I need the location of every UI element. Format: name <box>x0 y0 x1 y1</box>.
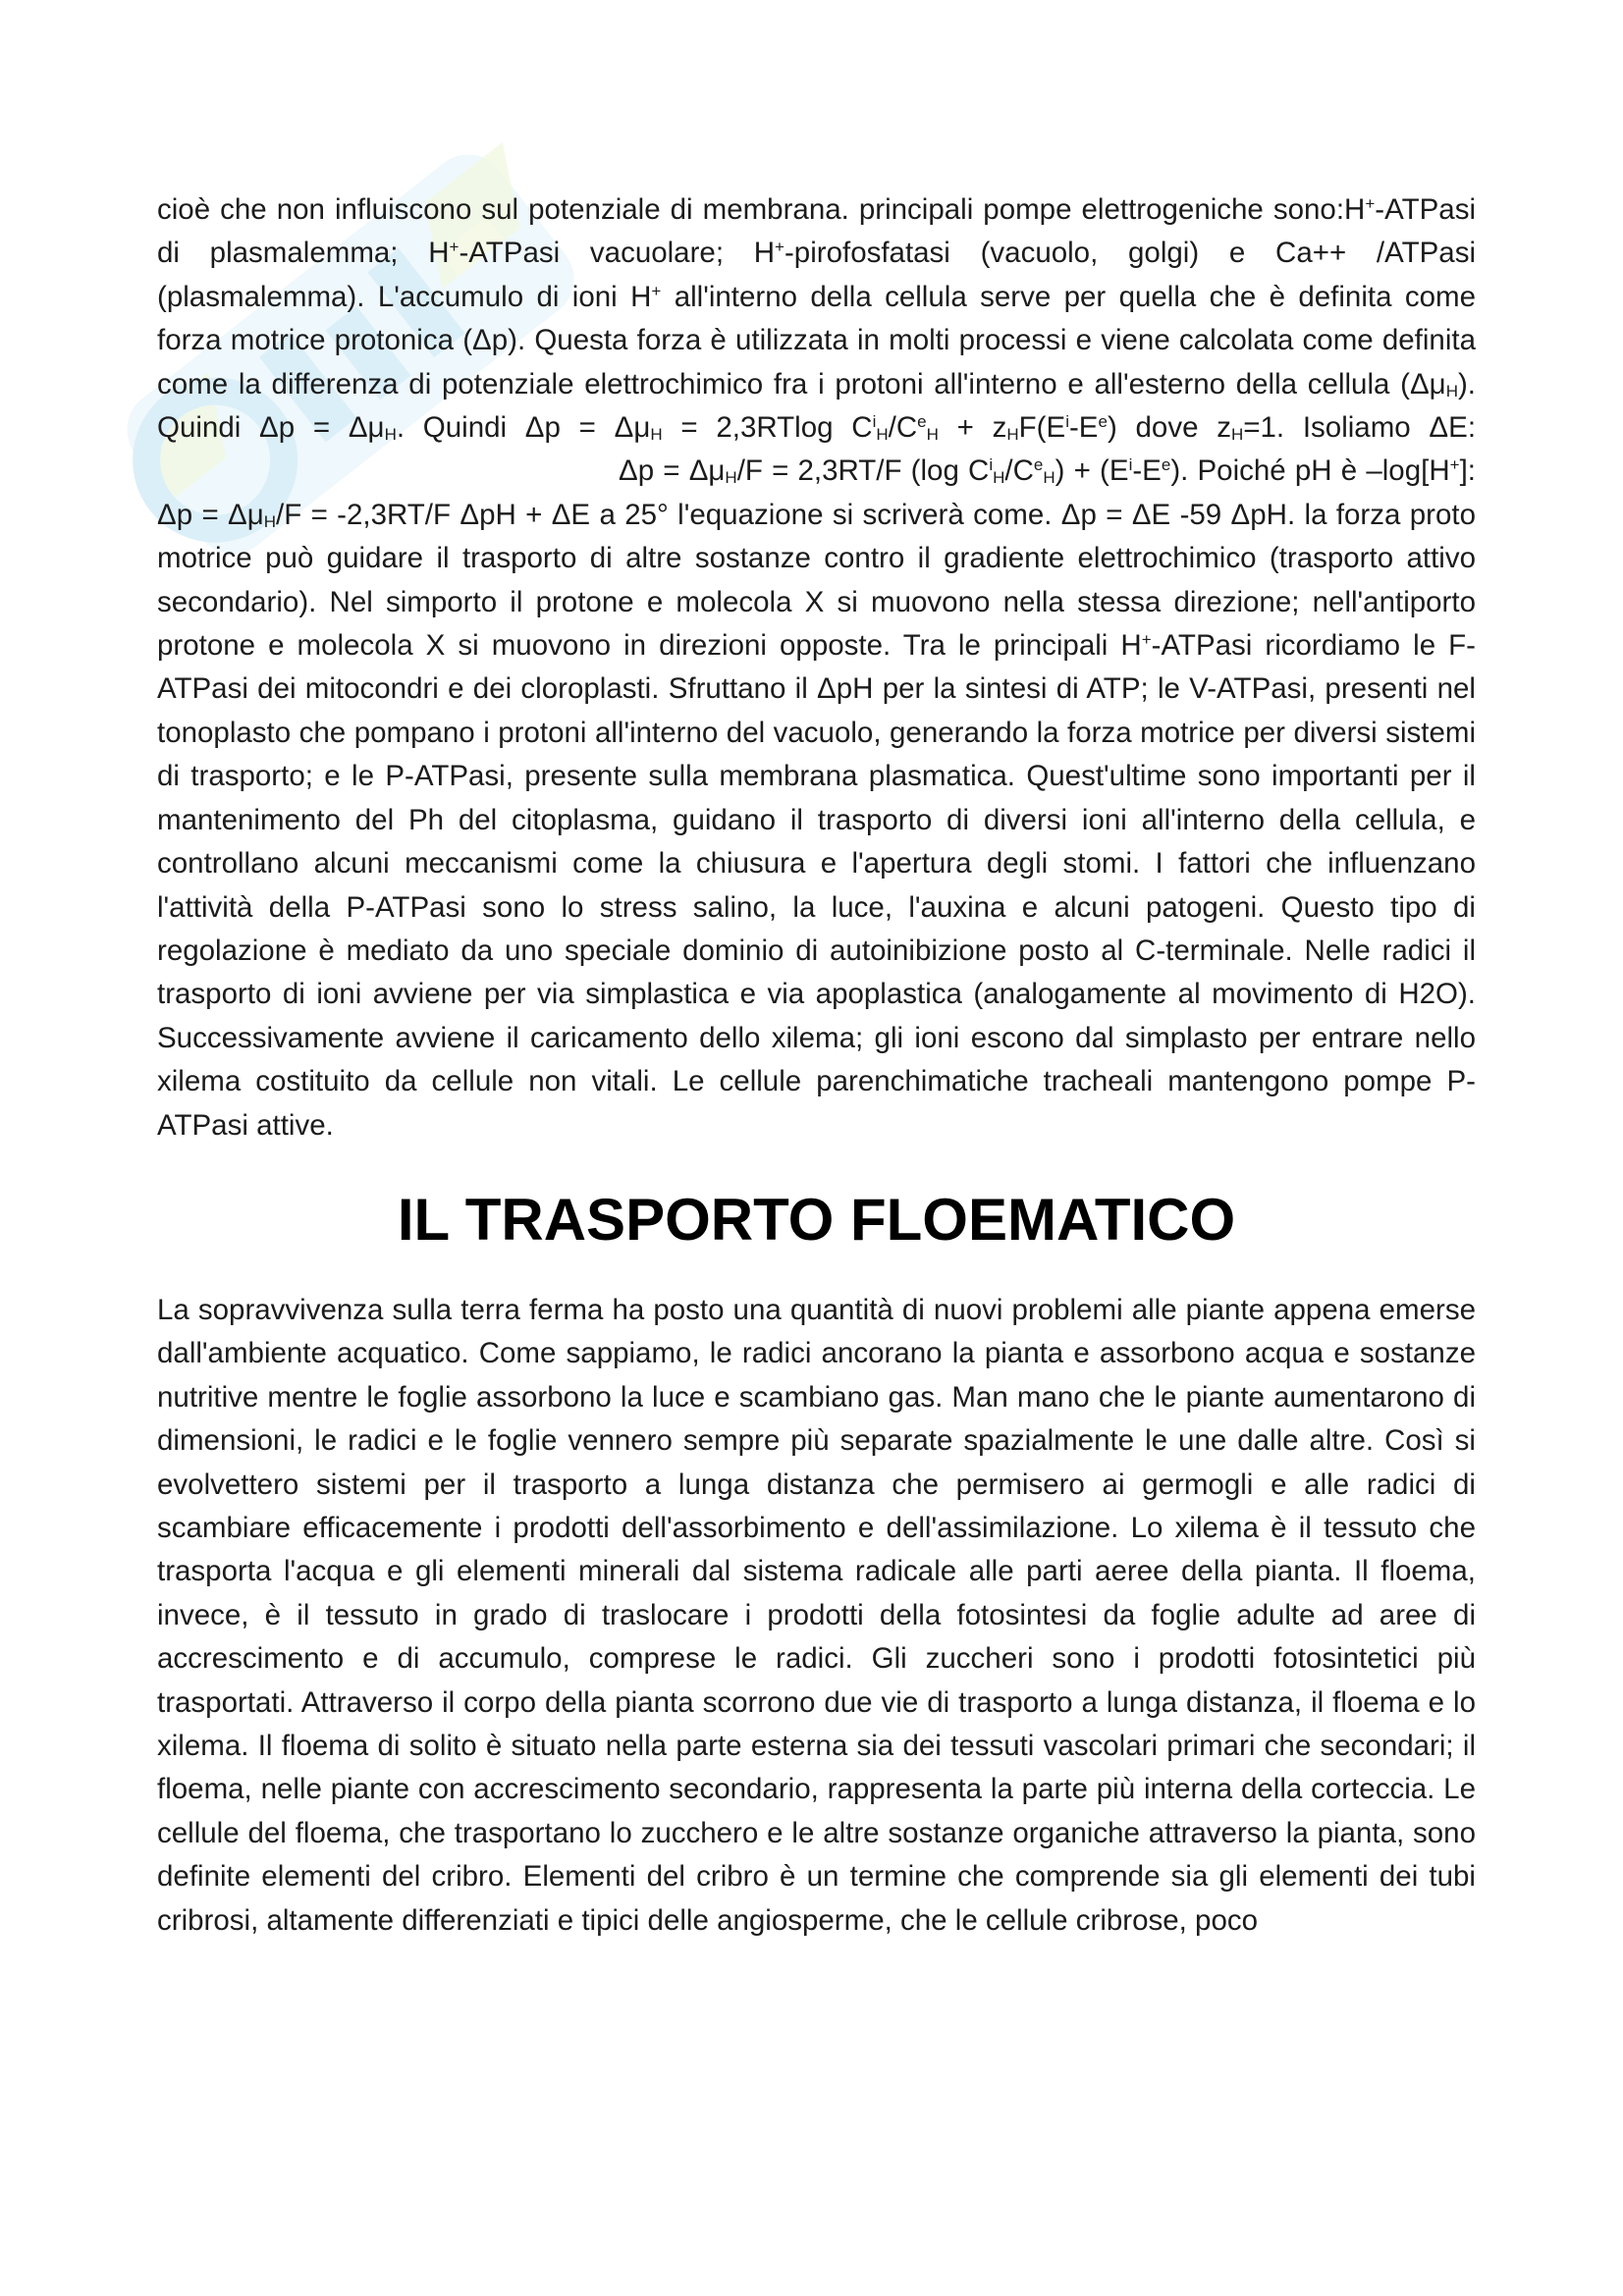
body-paragraph-1: cioè che non influiscono sul potenziale di membrana. principali pompe elettrogeniche sono:H+-ATPasi di plasmalemma; H+-ATPasi vacuolare; H+-pirofosfatasi (vacuolo, golgi) e Ca++ /ATPasi (plasmalemma). L'accumulo di ioni H+ all'interno della cellula serve per quella che è definita come forza motrice protonica (Δp). Questa forza è utilizzata in molti processi e viene calcolata come definita come la differenza di potenziale elettrochimico fra i protoni all'interno e all'esterno della cellula $(\Delta\mu_H)$. Quindi $\Delta p = \Delta\mu_H$. Quindi $\Delta p = \Delta\mu_H = 2,3RTlog$ $C^i_H/C^e_H + z_HF(E^i-E^e)$ dove $z_H=1$. Isoliamo ΔE:Δp = $\Delta\mu_H/F = 2,3RT/F$ (log $C^i_H/C^e_H) + (E^i-E^e)$. Poiché pH è –log[H+]: $\Delta p = \Delta\mu_H/F = -2,3RT/F$ ΔpH + ΔE a 25° l'equazione si scriverà come. Δp = ΔE -59 ΔpH. la forza proto motrice può guidare il trasporto di altre sostanze contro il gradiente elettrochimico (trasporto attivo secondario). Nel simporto il protone e molecola X si muovono nella stessa direzione; nell'antiporto protone e molecola X si muovono in direzioni opposte. Tra le principali H+-ATPasi ricordiamo le F-ATPasi dei mitocondri e dei cloroplasti. Sfruttano il ΔpH per la sintesi di ATP; le V-ATPasi, presenti nel tonoplasto che pompano i protoni all'interno del vacuolo, generando la forza motrice per diversi sistemi di trasporto; e le P-ATPasi, presente sulla membrana plasmatica. Quest'ultime sono importanti per il mantenimento del Ph del citoplasma, guidano il trasporto di diversi ioni all'interno della cellula, e controllano alcuni meccanismi come la chiusura e l'apertura degli stomi. I fattori che influenzano l'attività della P-ATPasi sono lo stress salino, la luce, l'auxina e alcuni patogeni. Questo tipo di regolazione è mediato da uno speciale dominio di autoinibizione posto al C-terminale. Nelle radici il trasporto di ioni avviene per via simplastica e via apoplastica (analogamente al movimento di H2O). Successivamente avviene il caricamento dello xilema; gli ioni escono dal simplasto per entrare nello xilema costituito da cellule non vitali. Le cellule parenchimatiche tracheali mantengono pompe P-ATPasi attive. <box>157 193 1477 1142</box>
section-heading: IL TRASPORTO FLOEMATICO <box>397 1186 1236 1253</box>
body-paragraph-2: La sopravvivenza sulla terra ferma ha posto una quantità di nuovi problemi alle piante appena emerse dall'ambiente acquatico. Come sappiamo, le radici ancorano la pianta e assorbono acqua e sostanze nutritive mentre le foglie assorbono la luce e scambiano gas. Man mano che le piante aumentarono di dimensioni, le radici e le foglie vennero sempre più separate spazialmente le une dalle altre. Così si evolvettero sistemi per il trasporto a lunga distanza che permisero ai germogli e alle radici di scambiare efficacemente i prodotti dell'assorbimento e dell'assimilazione. Lo xilema è il tessuto che trasporta l'acqua e gli elementi minerali dal sistema radicale alle parti aeree della pianta. Il floema, invece, è il tessuto in grado di traslocare i prodotti della fotosintesi da foglie adulte ad aree di accrescimento e di accumulo, comprese le radici. Gli zuccheri sono i prodotti fotosintetici più trasportati. Attraverso il corpo della pianta scorrono due vie di trasporto a lunga distanza, il floema e lo xilema. Il floema di solito è situato nella parte esterna sia dei tessuti vascolari primari che secondari; il floema, nelle piante con accrescimento secondario, rappresenta la parte più interna della corteccia. Le cellule del floema, che trasportano lo zucchero e le altre sostanze organiche attraverso la pianta, sono definite elementi del cribro. Elementi del cribro è un termine che comprende sia gli elementi dei tubi cribrosi, altamente differenziati e tipici delle angiosperme, che le cellule cribrose, poco <box>157 1293 1476 1937</box>
page-content <box>157 188 1476 1943</box>
